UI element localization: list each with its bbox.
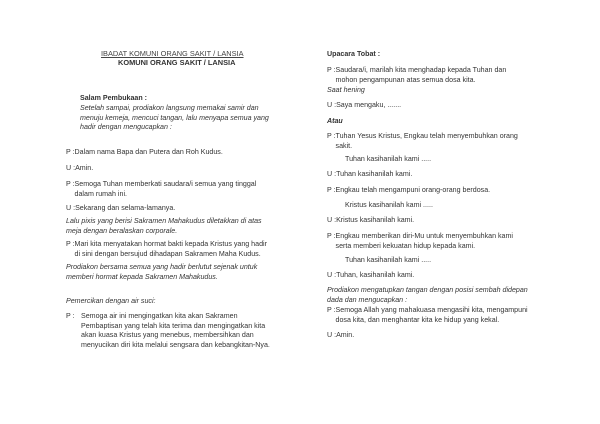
line-text: Dalam nama Bapa dan Putera dan Roh Kudus. (74, 148, 223, 156)
speaker-prefix: P : (66, 148, 75, 156)
people-line-3 (327, 216, 414, 226)
priest-line-4 (327, 232, 513, 251)
line-text: Tuhan Yesus Kristus, Engkau telah menyembuhkan orang sakit. (335, 132, 518, 150)
rubric-holy-water: Pemercikan dengan air suci: (66, 297, 156, 305)
line-text: Sekarang dan selama-lamanya. (75, 204, 176, 212)
people-line-4 (327, 271, 414, 281)
salam-rubric: Setelah sampai, prodiakon langsung memakai samir dan menuju kemeja, mencuci tangan, lalu menyapa semua yang hadir dengan mengucapkan : (80, 104, 269, 132)
line-text: Kristus kasihanilah kami. (336, 216, 415, 224)
speaker-prefix: P : (327, 232, 336, 240)
rubric-silence: Saat hening (327, 86, 365, 94)
priest-line-3 (66, 240, 267, 259)
speaker-prefix: U : (327, 170, 337, 178)
speaker-prefix: U : (327, 271, 337, 279)
document-title: IBADAT KOMUNI ORANG SAKIT / LANSIA (101, 49, 244, 58)
speaker-prefix: P : (327, 186, 336, 194)
priest-line-5 (327, 306, 528, 325)
speaker-prefix: P : (327, 66, 336, 74)
line-text: Amin. (336, 331, 355, 339)
response-line-2: Kristus kasihanilah kami ..... (345, 201, 433, 209)
priest-line-2 (327, 132, 518, 151)
line-text: Semoga Tuhan memberkati saudara/i semua yang tinggal dalam rumah ini. (74, 180, 257, 198)
response-line-3: Tuhan kasihanilah kami ..... (345, 256, 432, 264)
rubric-kneel: Prodiakon bersama semua yang hadir berlutut sejenak untuk memberi hormat kepada Sakramen Mahakudus. (66, 263, 258, 281)
priest-line-4 (66, 312, 270, 350)
line-text: Mari kita menyatakan hormat bakti kepada Kristus yang hadir di sini dengan bersujud dihadapan Sakramen Maha Kudus. (74, 240, 267, 258)
speaker-prefix: U : (66, 204, 76, 212)
speaker-prefix: P : (66, 240, 75, 248)
people-line-1 (327, 101, 401, 111)
speaker-prefix: U : (327, 101, 337, 109)
rubric-pixis: Lalu pixis yang berisi Sakramen Mahakudus diletakkan di atas meja dengan beralaskan corporale. (66, 217, 262, 235)
document-subtitle: KOMUNI ORANG SAKIT / LANSIA (118, 58, 236, 67)
line-text: Tuhan, kasihanilah kami. (336, 271, 415, 279)
people-line-2 (327, 170, 412, 180)
speaker-prefix: P : (66, 312, 75, 320)
rubric-hands: Prodiakon mengatupkan tangan dengan posisi sembah didepan dada dan mengucapkan : (327, 286, 528, 304)
speaker-prefix: P : (66, 180, 75, 188)
response-line-1: Tuhan kasihanilah kami ..... (345, 155, 432, 163)
line-text: Engkau telah mengampuni orang-orang berdosa. (335, 186, 491, 194)
people-line-1 (66, 164, 93, 174)
speaker-prefix: U : (327, 331, 337, 339)
line-text: Tuhan kasihanilah kami. (336, 170, 413, 178)
line-text: Amin. (75, 164, 94, 172)
priest-line-2 (66, 180, 256, 199)
line-text: Semoga air ini mengingatkan kita akan Sakramen Pembaptisan yang telah kita terima dan mengingatkan kita akan kuasa Kristus yang menebus, membersihkan dan menyucikan diri kita melalui sengsara dan kebangkitan-Nya. (81, 312, 270, 349)
priest-line-3 (327, 186, 490, 196)
priest-line-1 (327, 66, 506, 85)
people-line-2 (66, 204, 175, 214)
line-text: Semoga Allah yang mahakuasa mengasihi kita, mengampuni dosa kita, dan menghantar kita ke hidup yang kekal. (335, 306, 528, 324)
speaker-prefix: U : (327, 216, 337, 224)
speaker-prefix: P : (327, 132, 336, 140)
line-text: Saya mengaku, ....... (336, 101, 402, 109)
speaker-prefix: U : (66, 164, 76, 172)
line-text: Saudara/i, marilah kita menghadap kepada Tuhan dan mohon pengampunan atas semua dosa kita. (335, 66, 507, 84)
priest-line-1 (66, 148, 223, 158)
atau-label: Atau (327, 117, 343, 125)
line-text: Engkau memberikan diri-Mu untuk menyembuhkan kami serta memberi kekuatan hidup kepada kami. (335, 232, 513, 250)
salam-heading: Salam Pembukaan : (80, 94, 148, 102)
speaker-prefix: P : (327, 306, 336, 314)
tobat-heading: Upacara Tobat : (327, 50, 381, 58)
people-line-5 (327, 331, 354, 341)
